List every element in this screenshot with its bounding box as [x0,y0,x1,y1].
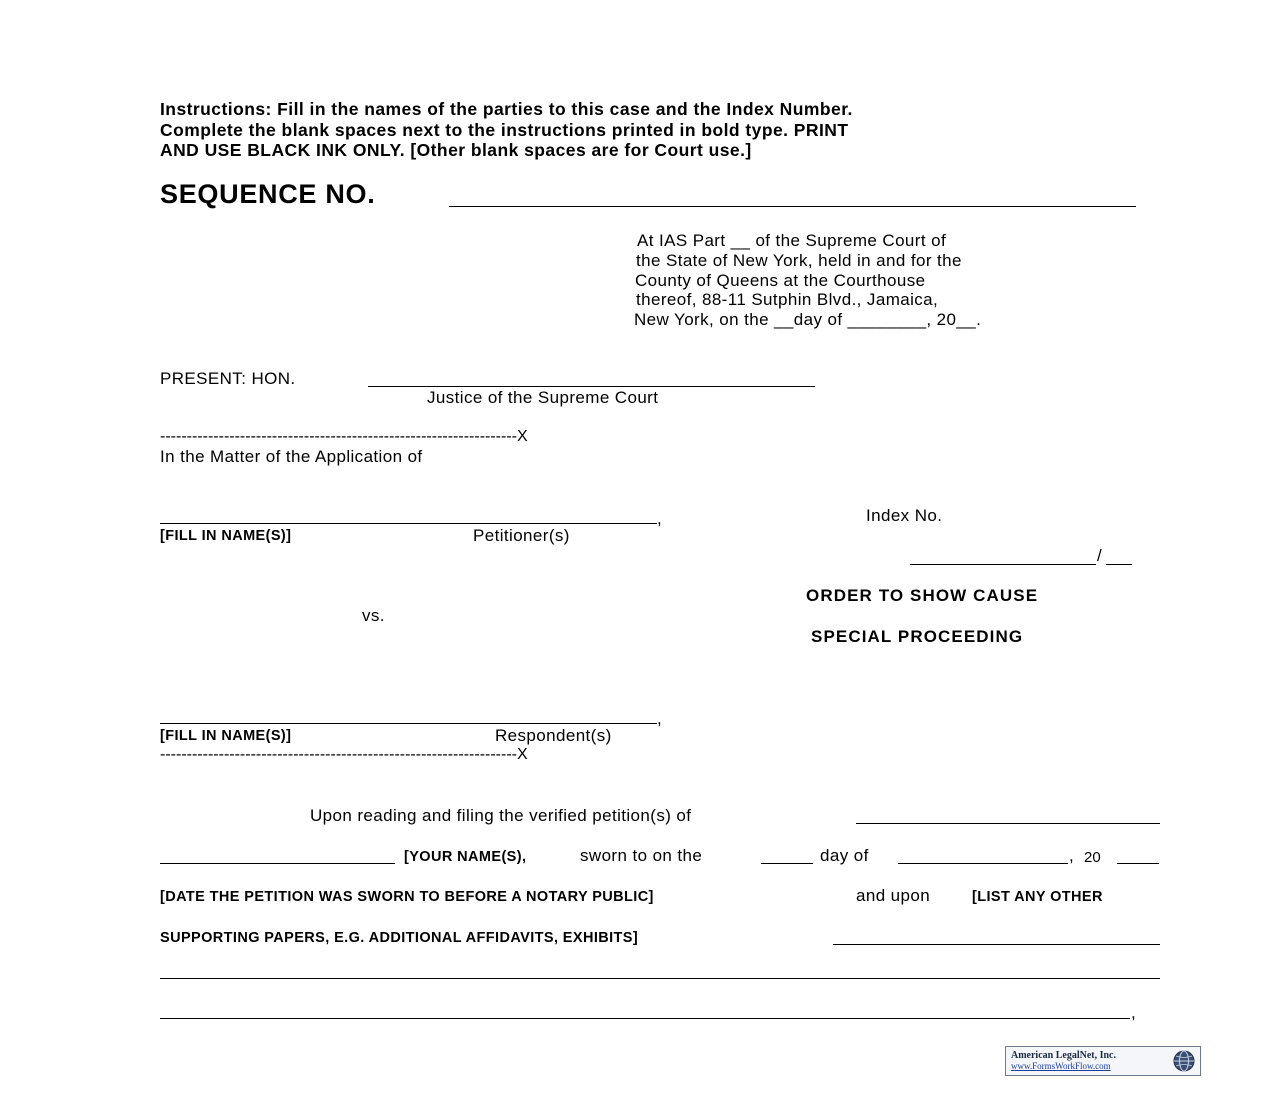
supporting-papers-instruction: SUPPORTING PAPERS, E.G. ADDITIONAL AFFIDAVITS, EXHIBITS] [160,930,639,946]
caption-dash-line-top: -------------------------------------------------------------------X [160,428,528,445]
court-block [634,231,981,330]
sworn-month-field[interactable] [898,863,1068,864]
court-line-4: thereof, 88-11 Sutphin Blvd., Jamaica, [636,290,939,310]
order-heading: ORDER TO SHOW CAUSE [806,586,1039,605]
index-number-field[interactable] [910,564,1096,565]
petitioner-comma: , [657,509,663,528]
sworn-year-field[interactable] [1117,863,1159,864]
index-slash: / [1097,546,1103,565]
vs-label: vs. [362,606,385,625]
instructions-line-2: Complete the blank spaces next to the instructions printed in bold type. PRINT [160,119,849,140]
day-of-text: day of [820,846,869,865]
petitioner-fill-instruction: [FILL IN NAME(S)] [160,528,292,544]
index-year-field[interactable] [1106,564,1132,565]
globe-icon [1171,1049,1197,1073]
justice-name-field[interactable] [368,386,815,387]
caption-dash-line-bottom: -------------------------------------------------------------------X [160,746,528,763]
year-comma: , [1069,846,1075,865]
date-instruction: [DATE THE PETITION WAS SWORN TO BEFORE A NOTARY PUBLIC] [160,889,654,905]
upon-reading-text: Upon reading and filing the verified petition(s) of [310,806,692,825]
court-line-2: the State of New York, held in and for the [636,250,962,270]
respondent-name-field[interactable] [160,723,657,724]
sworn-day-field[interactable] [761,863,813,864]
present-label: PRESENT: HON. [160,369,296,388]
respondent-comma: , [657,709,663,728]
sequence-number-field[interactable] [449,206,1136,207]
matter-text: In the Matter of the Application of [160,447,423,466]
and-upon-text: and upon [856,886,931,905]
respondent-label: Respondent(s) [495,726,612,745]
respondent-fill-instruction: [FILL IN NAME(S)] [160,728,292,744]
petitioner-name-field[interactable] [160,523,657,524]
petitioner-label: Petitioner(s) [473,526,570,545]
supporting-papers-field-1[interactable] [833,944,1160,945]
special-proceeding-heading: SPECIAL PROCEEDING [811,627,1024,646]
court-line-3: County of Queens at the Courthouse [635,270,926,290]
court-line-5: New York, on the __day of ________, 20__. [634,310,982,330]
sequence-label: SEQUENCE NO. [160,179,376,209]
list-other-instruction: [LIST ANY OTHER [972,889,1103,905]
instructions [160,99,853,161]
court-line-1: At IAS Part __ of the Supreme Court of [637,231,947,250]
petition-names-field[interactable] [856,823,1160,824]
your-names-field[interactable] [160,863,395,864]
index-label: Index No. [866,506,943,525]
supporting-papers-field-2[interactable] [160,978,1160,979]
sworn-text: sworn to on the [580,846,703,865]
instructions-line-3: AND USE BLACK INK ONLY. [Other blank spaces are for Court use.] [160,140,752,160]
legalnet-logo [1005,1046,1201,1076]
company-url[interactable]: www.FormsWorkFlow.com [1011,1061,1111,1071]
final-comma: , [1131,1003,1137,1022]
your-names-instruction: [YOUR NAME(S), [404,849,527,865]
company-name: American LegalNet, Inc. [1011,1050,1116,1061]
justice-label: Justice of the Supreme Court [427,388,659,407]
year-prefix: 20 [1084,849,1101,866]
supporting-papers-field-3[interactable] [160,1018,1130,1019]
instructions-line-1: Instructions: Fill in the names of the parties to this case and the Index Number. [160,99,853,119]
